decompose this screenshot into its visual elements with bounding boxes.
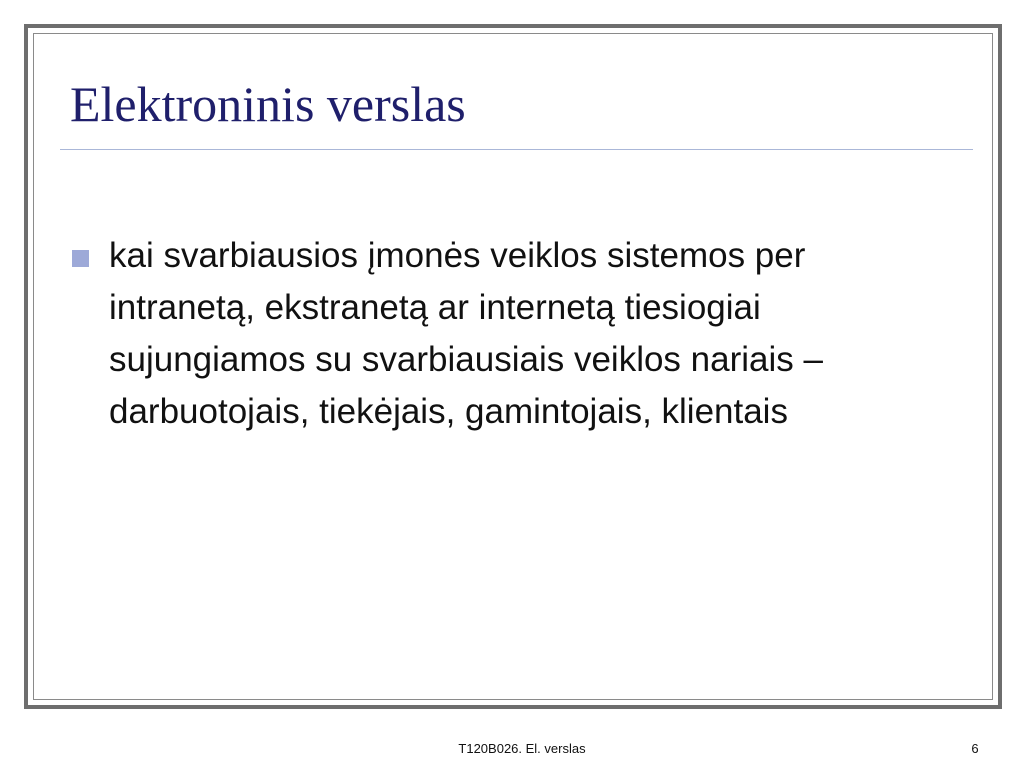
title-divider bbox=[60, 149, 973, 150]
slide-title: Elektroninis verslas bbox=[70, 76, 466, 132]
bullet-text: kai svarbiausios įmonės veiklos sistemos per intranetą, ekstranetą ar internetą tiesiogiai sujungiamos su svarbiausiais veiklos nariais –darbuotojais, tiekėjais, gamintojais, klientais bbox=[109, 236, 823, 431]
footer-course-label: T120B026. El. verslas bbox=[458, 741, 586, 756]
page-number: 6 bbox=[971, 741, 979, 756]
square-bullet-icon bbox=[72, 250, 89, 267]
